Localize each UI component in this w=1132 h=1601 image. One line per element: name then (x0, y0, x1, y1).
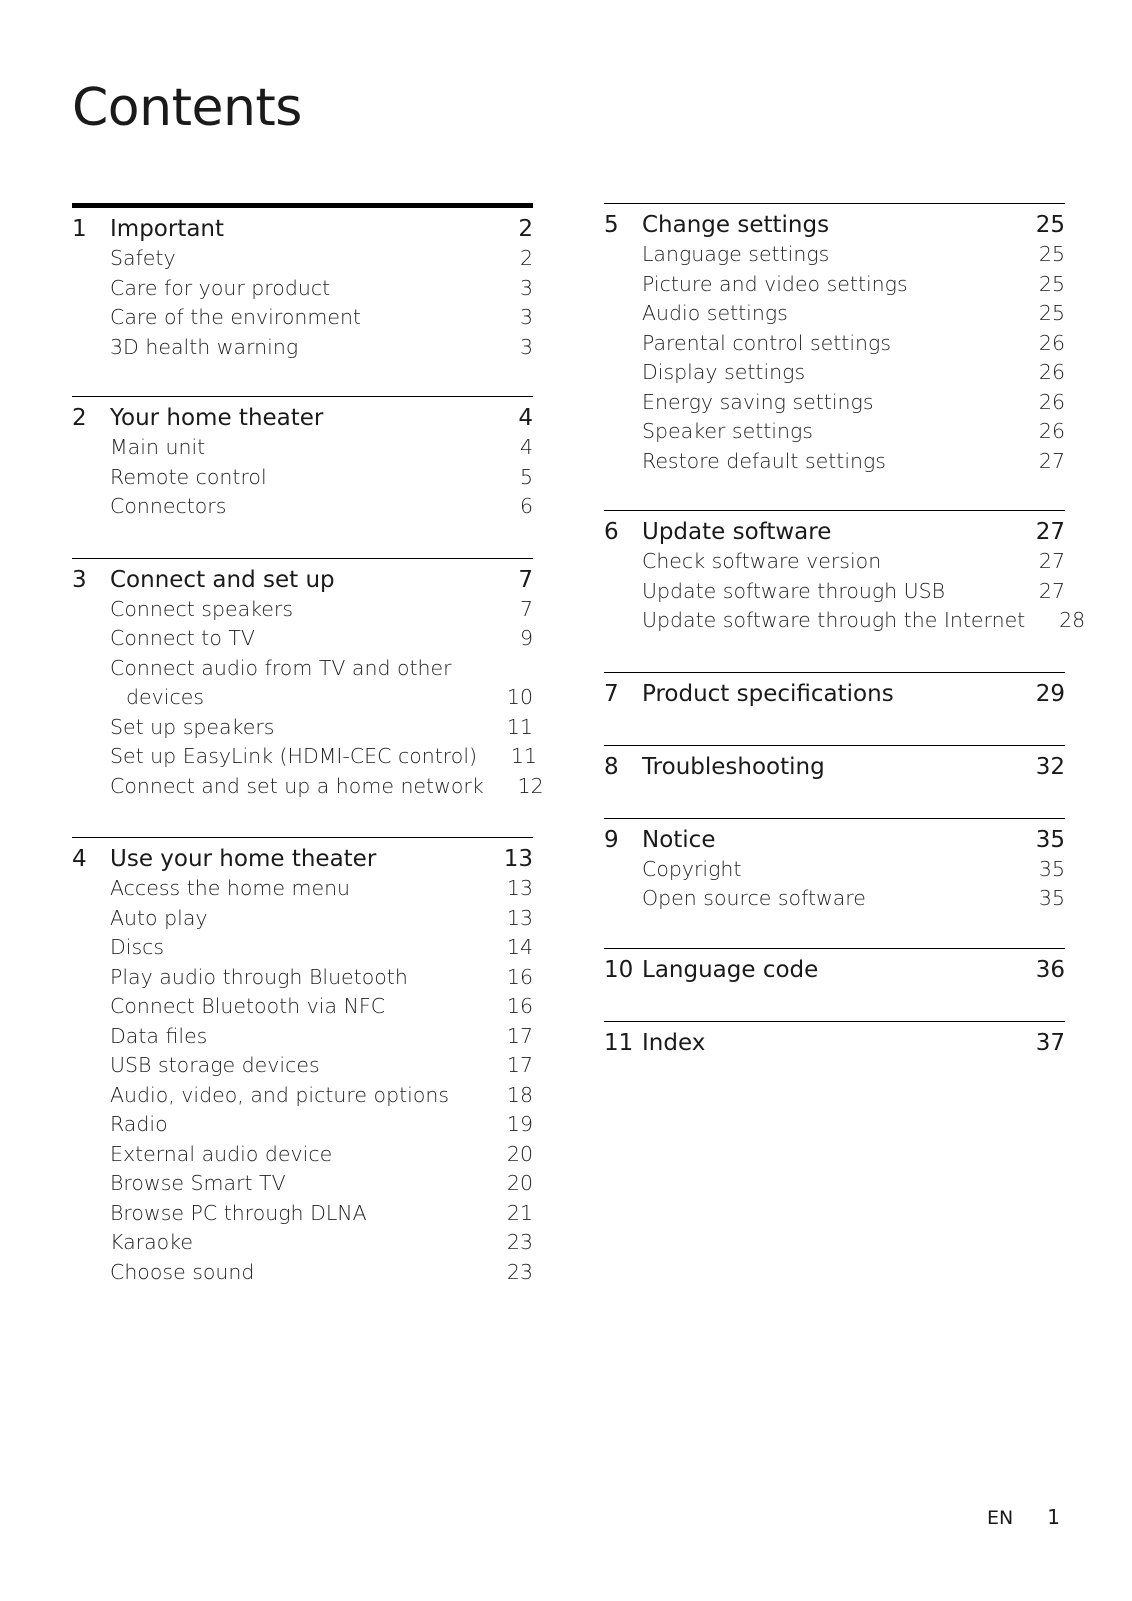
toc-entry[interactable] (604, 329, 1065, 359)
entry-label: Open source software (642, 886, 866, 910)
entry-label: Auto play (110, 905, 208, 930)
chapter-number: 10 (604, 956, 634, 983)
entry-label: Care for your product (110, 275, 331, 300)
toc-entry[interactable] (72, 333, 533, 363)
toc-entry[interactable] (72, 1140, 533, 1170)
entry-label: Data files (110, 1023, 208, 1048)
chapter-page: 25 (1035, 212, 1065, 238)
toc-chapter-heading[interactable] (604, 679, 1065, 709)
toc-entry[interactable] (604, 606, 1086, 636)
toc-entry[interactable] (604, 547, 1065, 577)
entry-label: Connect audio from TV and other (110, 655, 452, 680)
entry-label: Radio (110, 1112, 168, 1136)
toc-entry[interactable] (72, 303, 533, 333)
entry-label: Connect Bluetooth via NFC (110, 994, 386, 1018)
entry-label: Access the home menu (110, 876, 351, 900)
toc-entry[interactable] (72, 963, 533, 993)
toc-section (604, 948, 1065, 985)
section-divider (604, 948, 1065, 949)
chapter-title: Update software (642, 519, 832, 545)
entry-page: 20 (506, 1141, 533, 1166)
toc-section (72, 837, 533, 1287)
section-divider (72, 396, 533, 397)
chapter-page: 27 (1035, 519, 1065, 545)
page-title: Contents (72, 78, 302, 138)
entry-page: 9 (519, 626, 533, 650)
entry-page: 26 (1038, 389, 1065, 414)
entry-label: External audio device (110, 1141, 333, 1166)
toc-entry[interactable] (72, 244, 533, 274)
toc-entry[interactable] (72, 492, 533, 522)
toc-entry[interactable] (72, 1051, 533, 1081)
entry-page: 26 (1038, 360, 1065, 384)
chapter-number: 8 (604, 753, 619, 780)
chapter-number: 4 (72, 846, 87, 872)
toc-chapter-heading[interactable] (604, 825, 1065, 855)
chapter-number: 9 (604, 826, 619, 853)
entry-page: 26 (1038, 330, 1065, 355)
toc-entry[interactable] (604, 417, 1065, 447)
toc-section (72, 396, 533, 522)
toc-entry[interactable] (72, 654, 533, 684)
toc-entry[interactable] (72, 274, 533, 304)
chapter-page: 29 (1035, 680, 1065, 707)
section-divider (604, 818, 1065, 819)
section-divider (72, 203, 533, 208)
section-divider (604, 672, 1065, 673)
toc-entry[interactable] (72, 742, 538, 772)
toc-entry[interactable] (72, 992, 533, 1022)
toc-entry[interactable] (604, 388, 1065, 418)
toc-chapter-heading[interactable] (72, 844, 533, 874)
entry-page: 28 (1059, 608, 1086, 632)
entry-label: Restore default settings (642, 448, 886, 473)
section-divider (72, 837, 533, 838)
toc-entry[interactable] (604, 577, 1065, 607)
entry-page: 6 (519, 494, 533, 518)
toc-chapter-heading[interactable] (604, 210, 1065, 240)
entry-label: Update software through USB (642, 578, 946, 603)
footer-page-number: 1 (1047, 1505, 1060, 1529)
entry-page: 16 (506, 994, 533, 1018)
section-divider (604, 510, 1065, 511)
entry-page: 7 (519, 596, 533, 621)
toc-left-column (72, 203, 544, 1287)
entry-label: Update software through the Internet (642, 608, 1026, 632)
toc-entry[interactable] (72, 874, 533, 904)
chapter-page: 35 (1035, 826, 1065, 853)
toc-section (604, 203, 1065, 476)
entry-label: Audio, video, and picture options (110, 1082, 450, 1107)
toc-chapter-heading[interactable] (72, 403, 533, 433)
chapter-page: 7 (518, 566, 533, 593)
toc-section (604, 510, 1086, 636)
chapter-page: 37 (1035, 1029, 1065, 1056)
chapter-title: Connect and set up (110, 566, 335, 593)
entry-label: Play audio through Bluetooth (110, 964, 408, 989)
entry-page: 25 (1038, 271, 1065, 296)
entry-label: Connect and set up a home network (110, 773, 484, 798)
entry-label: Speaker settings (642, 419, 813, 443)
entry-page: 3 (519, 275, 533, 300)
entry-label: Energy saving settings (642, 389, 874, 414)
chapter-number: 5 (604, 212, 619, 238)
toc-chapter-heading[interactable] (604, 955, 1065, 985)
section-divider (604, 203, 1065, 204)
toc-entry[interactable] (72, 1199, 533, 1229)
entry-label: Parental control settings (642, 330, 892, 355)
entry-label: Copyright (642, 856, 742, 881)
entry-page: 5 (519, 464, 533, 489)
entry-label: Picture and video settings (642, 271, 908, 296)
toc-entry[interactable] (604, 240, 1065, 270)
toc-entry[interactable] (72, 904, 533, 934)
toc-entry[interactable] (604, 299, 1065, 329)
toc-entry[interactable] (72, 1022, 533, 1052)
entry-label: Remote control (110, 464, 267, 489)
entry-page: 14 (506, 935, 533, 959)
entry-page: 21 (506, 1200, 533, 1225)
entry-page: 17 (506, 1053, 533, 1077)
chapter-title: Notice (642, 826, 716, 853)
chapter-title: Index (642, 1029, 706, 1056)
toc-chapter-heading[interactable] (604, 517, 1065, 547)
entry-page: 10 (506, 685, 533, 709)
entry-page: 13 (506, 905, 533, 930)
section-divider (604, 1021, 1065, 1022)
toc-entry[interactable] (604, 855, 1065, 885)
entry-page: 13 (506, 876, 533, 900)
section-divider (72, 558, 533, 559)
entry-page: 16 (506, 964, 533, 989)
toc-entry[interactable] (604, 358, 1065, 388)
toc-entry[interactable] (72, 595, 533, 625)
entry-page: 27 (1038, 578, 1065, 603)
entry-label: 3D health warning (110, 334, 299, 359)
entry-label: devices (126, 685, 205, 709)
entry-label: Display settings (642, 360, 806, 384)
toc-entry[interactable] (72, 463, 533, 493)
chapter-title: Language code (642, 956, 819, 983)
entry-label: Connect speakers (110, 596, 294, 621)
toc-entry[interactable] (72, 1258, 533, 1288)
entry-page: 4 (519, 435, 533, 459)
entry-page: 35 (1038, 856, 1065, 881)
toc-entry[interactable] (72, 1110, 533, 1140)
toc-section (72, 558, 544, 802)
toc-section (604, 818, 1065, 914)
entry-page: 11 (510, 744, 538, 768)
chapter-number: 11 (604, 1029, 634, 1056)
toc-section (72, 203, 533, 362)
entry-page: 27 (1038, 448, 1065, 473)
entry-label: Set up speakers (110, 714, 275, 739)
entry-page: 25 (1038, 242, 1065, 266)
entry-label: Language settings (642, 242, 830, 266)
toc-right-column (604, 203, 1086, 1058)
chapter-title: Product specifications (642, 680, 894, 707)
page-footer (987, 1505, 1060, 1529)
entry-label: Connectors (110, 494, 227, 518)
entry-label: Browse Smart TV (110, 1171, 286, 1195)
chapter-title: Troubleshooting (642, 753, 825, 780)
entry-page: 3 (519, 334, 533, 359)
toc-chapter-heading[interactable] (604, 752, 1065, 782)
entry-label: Connect to TV (110, 626, 255, 650)
entry-label: Set up EasyLink (HDMI-CEC control) (110, 744, 478, 768)
entry-page: 23 (506, 1230, 533, 1254)
entry-page: 35 (1038, 886, 1065, 910)
entry-page: 2 (519, 246, 533, 270)
toc-entry[interactable] (72, 1228, 533, 1258)
toc-entry[interactable] (72, 624, 533, 654)
entry-page: 19 (506, 1112, 533, 1136)
chapter-title: Important (110, 216, 225, 242)
chapter-page: 32 (1035, 753, 1065, 780)
chapter-number: 1 (72, 216, 87, 242)
entry-page: 26 (1038, 419, 1065, 443)
entry-label: Browse PC through DLNA (110, 1200, 367, 1225)
chapter-title: Your home theater (110, 405, 324, 431)
entry-page: 25 (1038, 301, 1065, 325)
entry-page: 17 (506, 1023, 533, 1048)
entry-label: Choose sound (110, 1259, 255, 1284)
toc-entry[interactable] (604, 447, 1065, 477)
entry-label: Safety (110, 246, 176, 270)
toc-entry[interactable] (72, 1169, 533, 1199)
toc-section (604, 672, 1065, 709)
entry-page: 27 (1038, 549, 1065, 573)
entry-label: Karaoke (110, 1230, 193, 1254)
chapter-page: 2 (518, 216, 533, 242)
chapter-number: 7 (604, 680, 619, 707)
chapter-number: 3 (72, 566, 87, 593)
footer-language: EN (987, 1507, 1014, 1529)
chapter-page: 4 (518, 405, 533, 431)
chapter-number: 2 (72, 405, 87, 431)
entry-label: USB storage devices (110, 1053, 320, 1077)
entry-page: 11 (506, 714, 533, 739)
toc-section (604, 745, 1065, 782)
toc-entry[interactable] (72, 772, 544, 802)
toc-chapter-heading[interactable] (604, 1028, 1065, 1058)
entry-label: Discs (110, 935, 165, 959)
chapter-title: Change settings (642, 212, 830, 238)
entry-page: 3 (519, 305, 533, 329)
entry-label: Audio settings (642, 301, 788, 325)
toc-entry[interactable] (604, 270, 1065, 300)
chapter-number: 6 (604, 519, 619, 545)
entry-page: 12 (517, 773, 544, 798)
toc-entry[interactable] (72, 683, 533, 713)
section-divider (604, 745, 1065, 746)
toc-chapter-heading[interactable] (72, 565, 533, 595)
toc-entry[interactable] (72, 933, 533, 963)
toc-entry[interactable] (72, 433, 533, 463)
chapter-page: 13 (503, 846, 533, 872)
toc-chapter-heading[interactable] (72, 214, 533, 244)
chapter-page: 36 (1035, 956, 1065, 983)
entry-label: Care of the environment (110, 305, 361, 329)
toc-entry[interactable] (72, 713, 533, 743)
chapter-title: Use your home theater (110, 846, 377, 872)
entry-label: Check software version (642, 549, 882, 573)
toc-entry[interactable] (72, 1081, 533, 1111)
toc-section (604, 1021, 1065, 1058)
entry-page: 18 (506, 1082, 533, 1107)
entry-label: Main unit (110, 435, 206, 459)
entry-page: 20 (506, 1171, 533, 1195)
entry-page: 23 (506, 1259, 533, 1284)
toc-entry[interactable] (604, 884, 1065, 914)
